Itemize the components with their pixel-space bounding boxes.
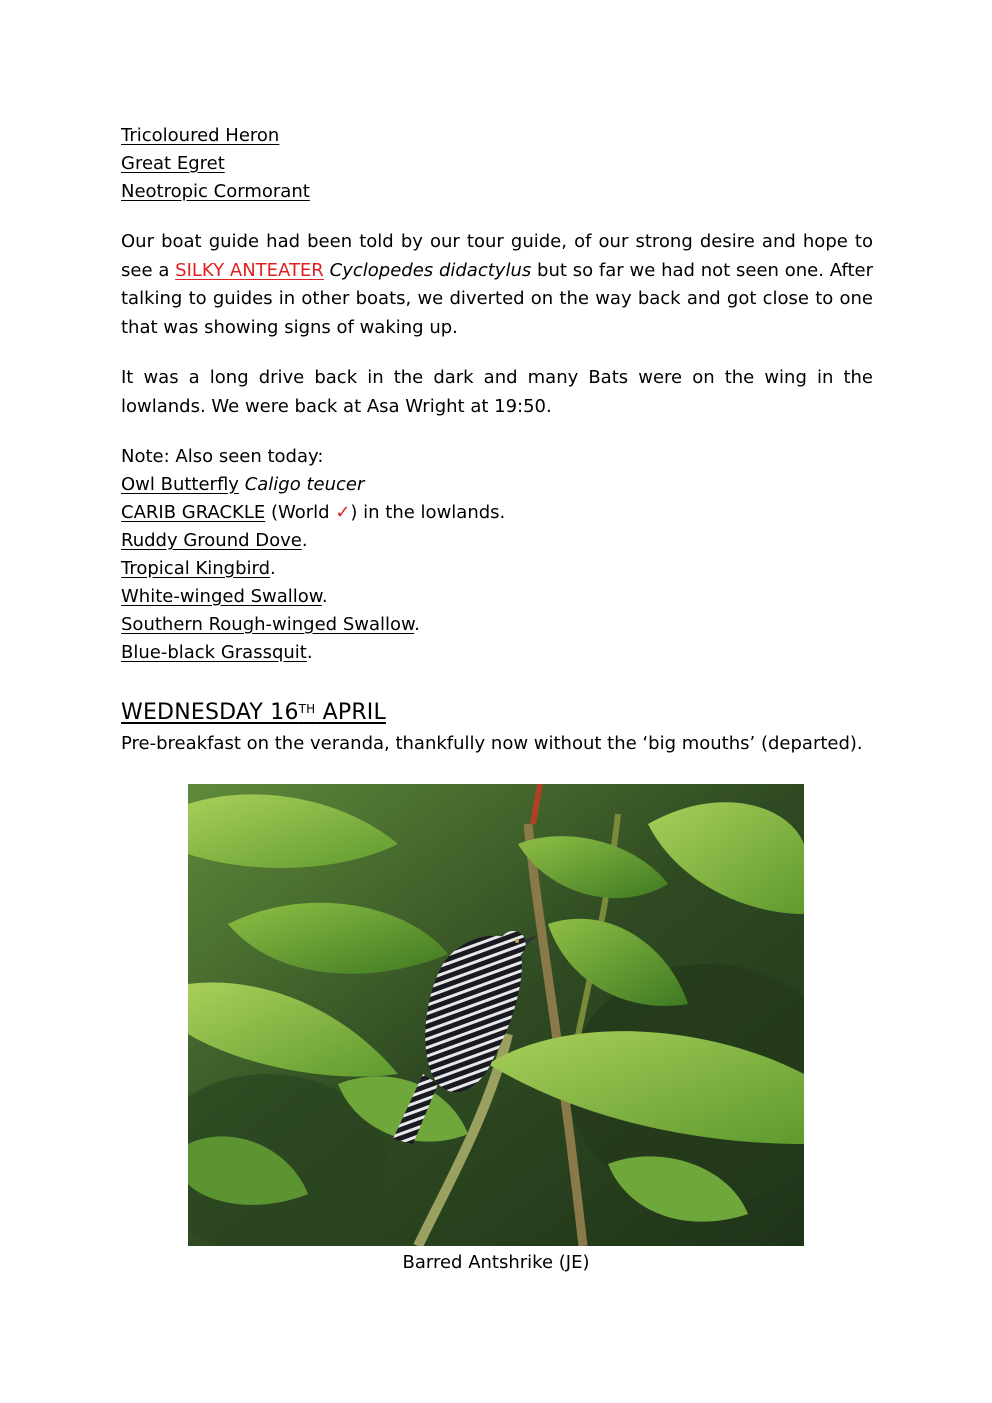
species-item: CARIB GRACKLE: [121, 502, 266, 523]
species-item: Ruddy Ground Dove: [121, 530, 302, 551]
species-item: Great Egret: [121, 153, 225, 174]
species-item: Tropical Kingbird: [121, 558, 271, 579]
species-item: Blue-black Grassquit: [121, 642, 307, 663]
latin-name: Cyclopedes didactylus: [329, 259, 532, 281]
section-heading: WEDNESDAY 16TH APRIL: [121, 700, 386, 725]
document-body: Tricoloured Heron Great Egret Neotropic Cormorant Our boat guide had been told by our tour guide, of our strong desire and hope to see a SILKY ANTEATER Cyclopedes didactylus but so far we had not seen one. After talking to guides in other boats, we diverted on the way back and got close to one that was showing signs of waking up. It was a long drive back in the dark and many Bats were on the wing in the lowlands. We were back at Asa Wright at 19:50. Note: Also seen today: Owl Butterfly Caligo teucer CARIB GRACKLE (World ✓) in the lowlands. Ruddy Ground Dove. Tropical Kingbird. White-winged Swallow. Southern Rough-winged Swallow. Blue-black Grassquit.: [121, 125, 873, 663]
tick-icon: ✓: [335, 502, 351, 523]
species-item: Tricoloured Heron: [121, 125, 280, 146]
species-item: Neotropic Cormorant: [121, 181, 310, 202]
intro-line: Pre-breakfast on the veranda, thankfully now without the ‘big mouths’ (departed).: [121, 733, 863, 754]
species-item: Owl Butterfly: [121, 474, 239, 495]
highlight-species: SILKY ANTEATER: [175, 259, 324, 281]
latin-name: Caligo teucer: [244, 474, 365, 495]
photo-caption: Barred Antshrike (JE): [402, 1252, 590, 1273]
paragraph-silky-anteater: Our boat guide had been told by our tour guide, of our strong desire and hope to see a SILKY ANTEATER Cyclopedes didactylus but so far we had not seen one. After talking to guides in other boats, we diverted on the way back and got close to one that was showing signs of waking up.: [121, 231, 873, 338]
species-item: Southern Rough-winged Swallow: [121, 614, 415, 635]
bird-photo: [188, 784, 804, 1246]
note-intro: Note: Also seen today:: [121, 446, 324, 467]
paragraph-drive-back: It was a long drive back in the dark and many Bats were on the wing in the lowlands. We were back at Asa Wright at 19:50.: [121, 367, 873, 417]
species-item: White-winged Swallow: [121, 586, 322, 607]
